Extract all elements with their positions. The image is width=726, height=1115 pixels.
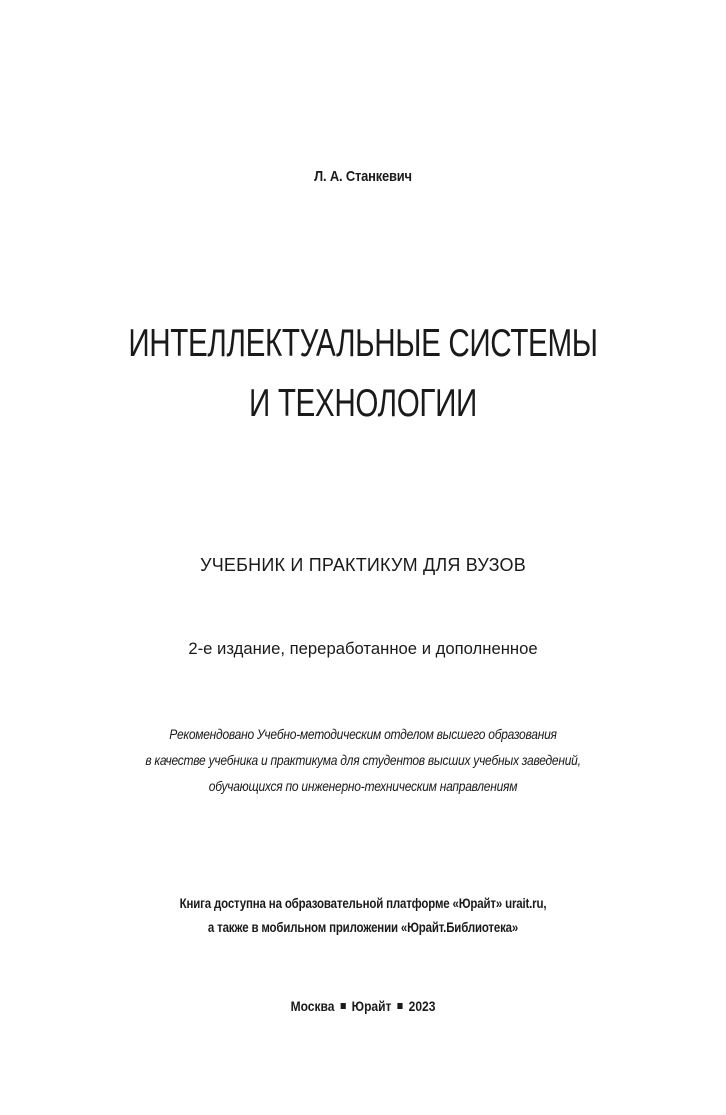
recommendation-line-3: обучающихся по инженерно-техническим направлениям — [208, 778, 518, 794]
availability-line-1: Книга доступна на образовательной платформе «Юрайт» urait.ru, — [179, 895, 547, 911]
author-name: Л. А. Станкевич — [314, 168, 412, 185]
book-title-line-2: И ТЕХНОЛОГИИ — [249, 382, 477, 425]
imprint-city: Москва — [290, 998, 335, 1014]
recommendation-line-2: в качестве учебника и практикума для студентов высших учебных заведений, — [145, 752, 581, 768]
imprint-year: 2023 — [408, 998, 436, 1014]
square-separator-icon — [397, 1003, 402, 1009]
edition-note: 2-е издание, переработанное и дополненное — [188, 639, 538, 658]
availability-line-2: а также в мобильном приложении «Юрайт.Библиотека» — [207, 919, 519, 935]
recommendation-line-1: Рекомендовано Учебно-методическим отделом высшего образования — [169, 726, 557, 742]
book-subtitle: УЧЕБНИК И ПРАКТИКУМ ДЛЯ ВУЗОВ — [200, 555, 526, 575]
imprint-publisher: Юрайт — [351, 998, 392, 1014]
square-separator-icon — [340, 1003, 345, 1009]
imprint — [51, 998, 675, 1014]
book-title-line-1: ИНТЕЛЛЕКТУАЛЬНЫЕ СИСТЕМЫ — [128, 322, 598, 365]
